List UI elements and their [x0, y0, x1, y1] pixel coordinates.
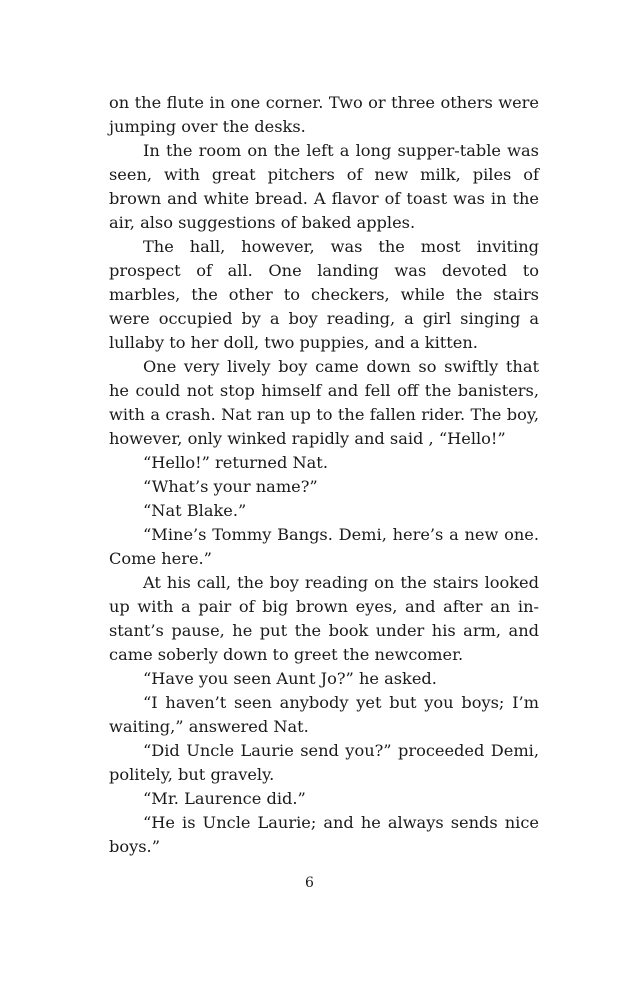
paragraph: The hall, however, was the most inviting prospect of all. One landing was devoted to marbles, the other to checkers, while the stairs were occupied by a boy reading, a girl singing a lullaby to her doll, two puppies, and a kitten.	[109, 237, 539, 352]
paragraph: “Have you seen Aunt Jo?” he asked.	[143, 669, 437, 688]
paragraph: “Mine’s Tommy Bangs. Demi, here’s a new one. Come here.”	[109, 525, 539, 568]
paragraph: “Nat Blake.”	[143, 501, 247, 520]
paragraph: “What’s your name?”	[143, 477, 318, 496]
paragraph: “I haven’t seen anybody yet but you boys; I’m waiting,” answered Nat.	[109, 693, 539, 736]
paragraph: “He is Uncle Laurie; and he always sends nice boys.”	[109, 813, 539, 856]
paragraph: “Mr. Laurence did.”	[143, 789, 306, 808]
paragraph: At his call, the boy reading on the stairs looked up with a pair of big brown eyes, and after an instant’s pause, he put the book under his arm, and came soberly down to greet the newcomer.	[109, 573, 539, 664]
paragraph: “Hello!” returned Nat.	[143, 453, 328, 472]
page-body	[109, 91, 539, 859]
paragraph: on the flute in one corner. Two or three others were jumping over the desks.	[109, 93, 539, 136]
paragraph: “Did Uncle Laurie send you?” proceeded Demi, politely, but gravely.	[109, 741, 539, 784]
page-number: 6	[305, 875, 314, 891]
paragraph: In the room on the left a long supper-table was seen, with great pitchers of new milk, piles of brown and white bread. A flavor of toast was in the air, also suggestions of baked apples.	[109, 141, 539, 232]
paragraph: One very lively boy came down so swiftly that he could not stop himself and fell off the banisters, with a crash. Nat ran up to the fallen rider. The boy, however, only winked rapidly and said , “Hello!”	[109, 357, 539, 448]
